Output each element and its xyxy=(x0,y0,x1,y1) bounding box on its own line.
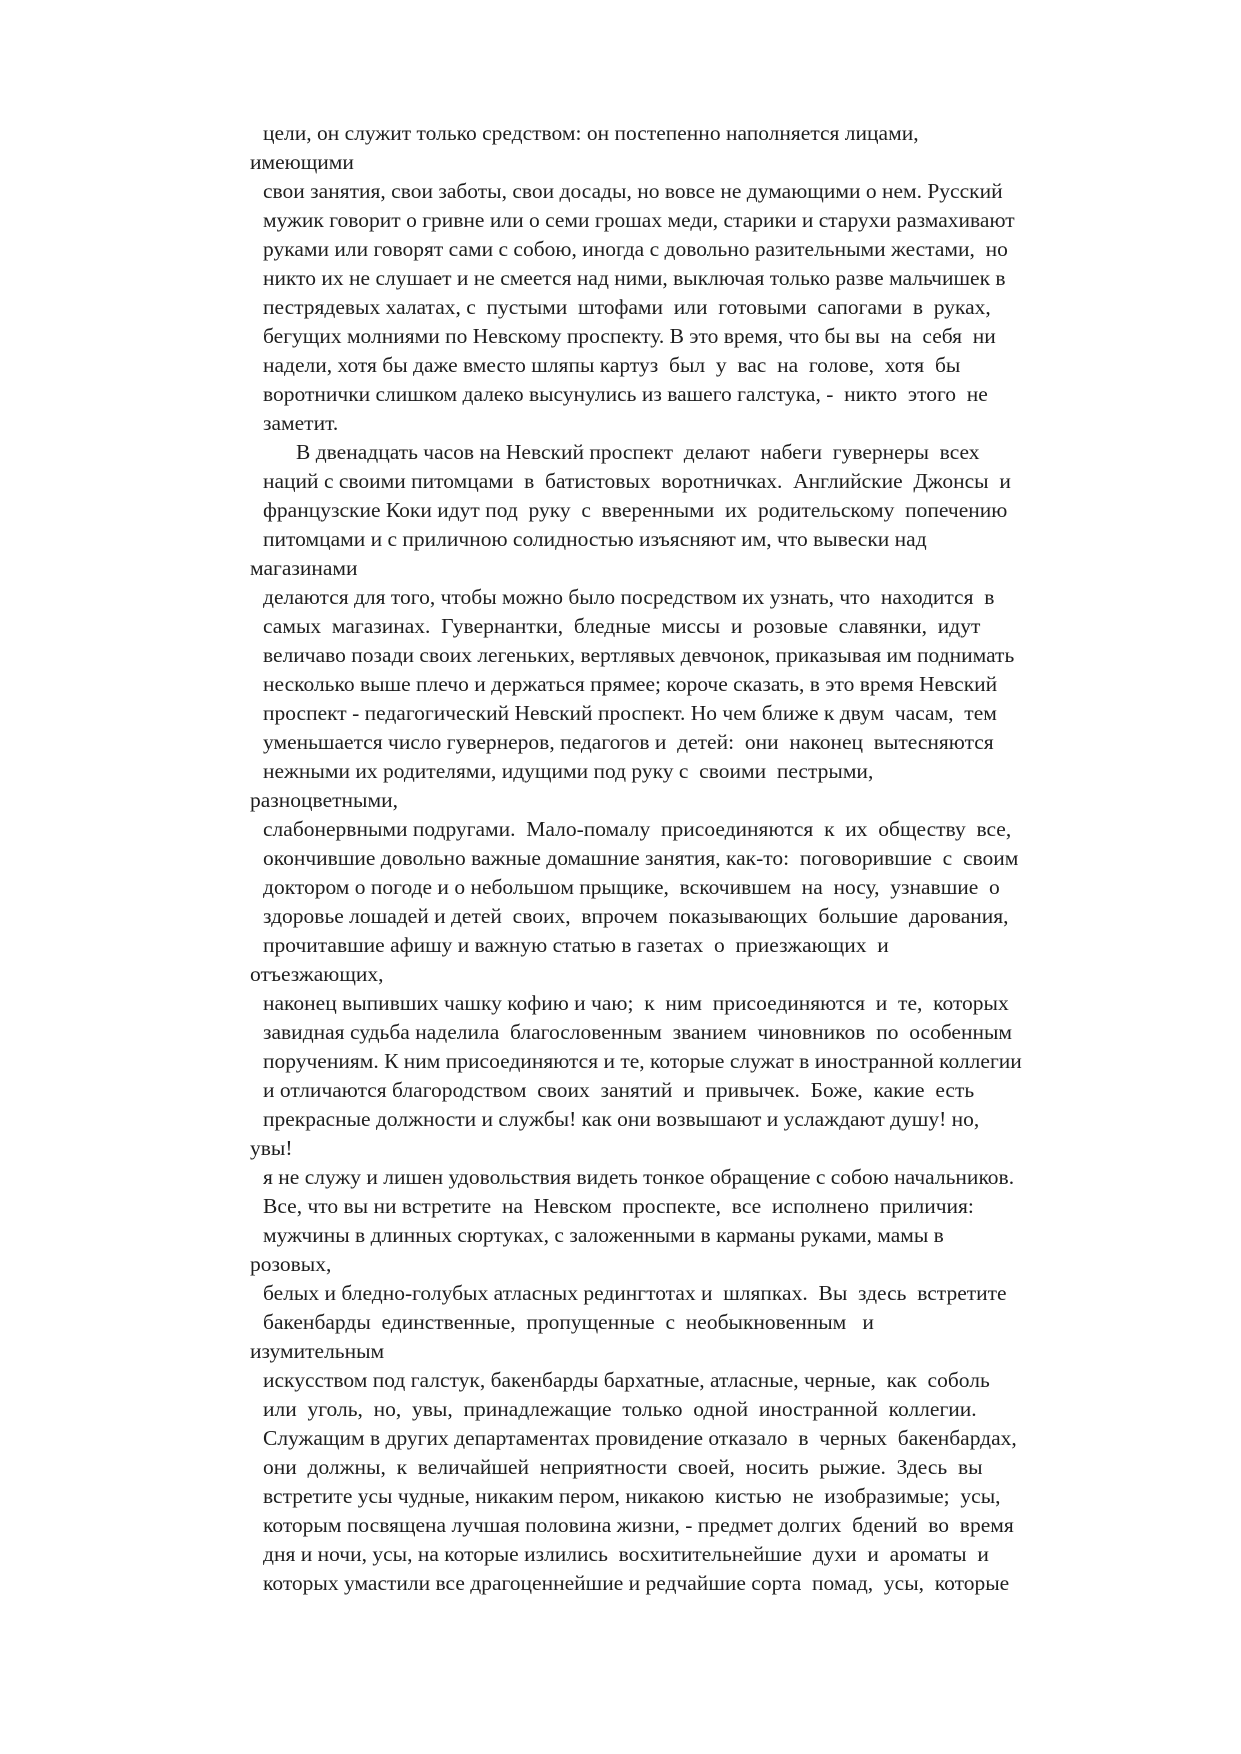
text-line: надели, хотя бы даже вместо шляпы картуз был у вас на голове, хотя бы xyxy=(263,353,961,377)
text-line: воротнички слишком далеко высунулись из вашего галстука, - никто этого не xyxy=(263,382,988,406)
text-line: самых магазинах. Гувернантки, бледные миссы и розовые славянки, идут xyxy=(263,614,981,638)
text-line: пестрядевых халатах, с пустыми штофами или готовыми сапогами в руках, xyxy=(263,295,991,319)
text-line: слабонервными подругами. Мало-помалу присоединяются к их обществу все, xyxy=(263,817,1012,841)
text-line: прекрасные должности и службы! как они возвышают и услаждают душу! но, xyxy=(263,1107,980,1131)
text-line: проспект - педагогический Невский проспект. Но чем ближе к двум часам, тем xyxy=(263,701,997,725)
text-line: питомцами и с приличною солидностью изъясняют им, что вывески над xyxy=(263,527,927,551)
text-line: нежными их родителями, идущими под руку с своими пестрыми, xyxy=(263,759,874,783)
text-line: цели, он служит только средством: он постепенно наполняется лицами, xyxy=(263,121,919,145)
text-line: встретите усы чудные, никаким пером, никакою кистью не изобразимые; усы, xyxy=(263,1484,1001,1508)
text-line: прочитавшие афишу и важную статью в газетах о приезжающих и xyxy=(263,933,889,957)
text-line: или уголь, но, увы, принадлежащие только одной иностранной коллегии. xyxy=(263,1397,977,1421)
text-line: отъезжающих, xyxy=(250,962,384,986)
text-line: заметит. xyxy=(263,411,339,435)
text-line: я не служу и лишен удовольствия видеть тонкое обращение с собою начальников. xyxy=(263,1165,1015,1189)
text-line: белых и бледно-голубых атласных редингтотах и шляпках. Вы здесь встретите xyxy=(263,1281,1007,1305)
text-line: мужик говорит о гривне или о семи грошах меди, старики и старухи размахивают xyxy=(263,208,1015,232)
text-line: которым посвящена лучшая половина жизни, - предмет долгих бдений во время xyxy=(263,1513,1014,1537)
text-line: которых умастили все драгоценнейшие и редчайшие сорта помад, усы, которые xyxy=(263,1571,1010,1595)
text-line: бакенбарды единственные, пропущенные с необыкновенным и xyxy=(263,1310,874,1334)
text-line: они должны, к величайшей неприятности своей, носить рыжие. Здесь вы xyxy=(263,1455,983,1479)
text-line: розовых, xyxy=(250,1252,332,1276)
text-line: завидная судьба наделила благословенным званием чиновников по особенным xyxy=(263,1020,1013,1044)
text-line: мужчины в длинных сюртуках, с заложенными в карманы руками, мамы в xyxy=(263,1223,944,1247)
text-line: изумительным xyxy=(250,1339,385,1363)
text-line: разноцветными, xyxy=(250,788,398,812)
paragraph-start-line: В двенадцать часов на Невский проспект делают набеги гувернеры всех xyxy=(296,440,980,464)
text-line: Все, что вы ни встретите на Невском проспекте, все исполнено приличия: xyxy=(263,1194,974,1218)
document-text xyxy=(250,119,1170,1598)
text-line: поручениям. К ним присоединяются и те, которые служат в иностранной коллегии xyxy=(263,1049,1022,1073)
text-line: здоровье лошадей и детей своих, впрочем показывающих большие дарования, xyxy=(263,904,1009,928)
text-line: бегущих молниями по Невскому проспекту. В это время, что бы вы на себя ни xyxy=(263,324,996,348)
text-line: делаются для того, чтобы можно было посредством их узнать, что находится в xyxy=(263,585,995,609)
text-line: имеющими xyxy=(250,150,354,174)
text-line: доктором о погоде и о небольшом прыщике, вскочившем на носу, узнавшие о xyxy=(263,875,1000,899)
text-line: и отличаются благородством своих занятий и привычек. Боже, какие есть xyxy=(263,1078,975,1102)
text-line: наций с своими питомцами в батистовых воротничках. Английские Джонсы и xyxy=(263,469,1011,493)
text-line: искусством под галстук, бакенбарды бархатные, атласные, черные, как соболь xyxy=(263,1368,990,1392)
text-line: французские Коки идут под руку с вверенными их родительскому попечению xyxy=(263,498,1008,522)
text-line: руками или говорят сами с собою, иногда с довольно разительными жестами, но xyxy=(263,237,1008,261)
text-line: Служащим в других департаментах провидение отказало в черных бакенбардах, xyxy=(263,1426,1017,1450)
text-line: магазинами xyxy=(250,556,358,580)
text-line: свои занятия, свои заботы, свои досады, но вовсе не думающими о нем. Русский xyxy=(263,179,1003,203)
text-line: никто их не слушает и не смеется над ними, выключая только разве мальчишек в xyxy=(263,266,1006,290)
text-line: величаво позади своих легеньких, вертлявых девчонок, приказывая им поднимать xyxy=(263,643,1015,667)
text-line: окончившие довольно важные домашние занятия, как-то: поговорившие с своим xyxy=(263,846,1019,870)
text-line: дня и ночи, усы, на которые излились восхитительнейшие духи и ароматы и xyxy=(263,1542,989,1566)
text-line: увы! xyxy=(250,1136,293,1160)
text-line: уменьшается число гувернеров, педагогов и детей: они наконец вытесняются xyxy=(263,730,994,754)
text-line: несколько выше плечо и держаться прямее; короче сказать, в это время Невский xyxy=(263,672,998,696)
text-line: наконец выпивших чашку кофию и чаю; к ним присоединяются и те, которых xyxy=(263,991,1009,1015)
